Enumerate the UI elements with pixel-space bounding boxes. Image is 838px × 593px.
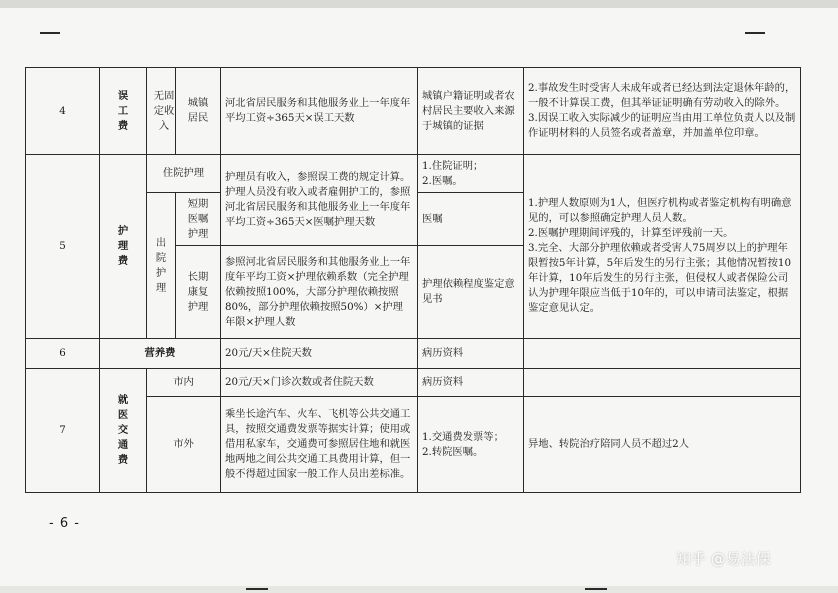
- sub-category: 短期医嘱护理: [176, 193, 221, 246]
- binding-mark-bottom-right: [585, 588, 607, 590]
- row-number: 7: [26, 369, 100, 493]
- table-row-5a: [26, 155, 801, 193]
- evidence: 病历资料: [418, 369, 524, 397]
- watermark: 知乎 @易法保: [676, 550, 771, 568]
- sub-category: 长期康复护理: [176, 246, 221, 339]
- sub-category: 住院护理: [147, 155, 221, 193]
- notes: 1.护理人数原则为1人，但医疗机构或者鉴定机构有明确意见的，可以参照确定护理人员人数。 2.医嘱护理期间评残的，计算至评残前一天。 3.完全、大部分护理依赖或者受害人75周岁以上的护理年限暂按5年计算，5年后发生的另行主张；其他情况暂按10年计算，10年后发生的另行主张，但侵权人或者保险公司认为护理年限应当低于10年的，可以申请司法鉴定，根据鉴定意见认定。: [524, 155, 801, 339]
- binding-mark-top-left: [40, 32, 60, 34]
- calc-standard: 护理员有收入，参照误工费的规定计算。护理人员没有收入或者雇佣护工的，参照河北省居民服务和其他服务业上一年度年平均工资÷365天×医嘱护理天数: [221, 155, 418, 246]
- sub-category: 出院护理: [147, 193, 176, 339]
- table-row-6: [26, 339, 801, 369]
- sub-category: 市内: [147, 369, 221, 397]
- scan-edge-bottom: [0, 586, 838, 593]
- table-row-7a: [26, 369, 801, 397]
- binding-mark-bottom-left: [246, 588, 268, 590]
- calc-standard: 20元/天×住院天数: [221, 339, 418, 369]
- evidence: 1.交通费发票等； 2.转院医嘱。: [418, 397, 524, 493]
- sub-category: 市外: [147, 397, 221, 493]
- item-name: 营养费: [100, 339, 221, 369]
- notes: [524, 339, 801, 369]
- calc-standard: 河北省居民服务和其他服务业上一年度年平均工资÷365天×误工天数: [221, 68, 418, 155]
- calc-standard: 20元/天×门诊次数或者住院天数: [221, 369, 418, 397]
- binding-mark-top-right: [745, 32, 765, 34]
- notes: 2.事故发生时受害人未成年或者已经达到法定退休年龄的，一般不计算误工费，但其举证证明确有劳动收入的除外。 3.因误工收入实际减少的证明应当由用工单位负责人以及制作证明材料的人员签名或者盖章，并加盖单位印章。: [524, 68, 801, 155]
- row-number: 5: [26, 155, 100, 339]
- scan-edge-top: [0, 0, 838, 8]
- evidence: 城镇户籍证明或者农村居民主要收入来源于城镇的证据: [418, 68, 524, 155]
- table-row-4: [26, 68, 801, 155]
- sub-category: 城镇居民: [176, 68, 221, 155]
- item-name: 就医交通费: [100, 369, 147, 493]
- item-name: 护理费: [100, 155, 147, 339]
- sub-category: 无固定收入: [147, 68, 176, 155]
- item-name: 误工费: [100, 68, 147, 155]
- notes: [524, 369, 801, 397]
- compensation-standards-table: [25, 67, 801, 493]
- page-number: - 6 -: [49, 516, 80, 531]
- calc-standard: 参照河北省居民服务和其他服务业上一年度年平均工资×护理依赖系数（完全护理依赖按照100%，大部分护理依赖按照80%，部分护理依赖按照50%）×护理年限×护理人数: [221, 246, 418, 339]
- evidence: 病历资料: [418, 339, 524, 369]
- evidence: 医嘱: [418, 193, 524, 246]
- calc-standard: 乘坐长途汽车、火车、飞机等公共交通工具，按照交通费发票等据实计算；使用或借用私家车，交通费可参照居住地和就医地两地之间公共交通工具费用计算，但一般不得超过国家一般工作人员出差标准。: [221, 397, 418, 493]
- evidence: 1.住院证明； 2.医嘱。: [418, 155, 524, 193]
- row-number: 4: [26, 68, 100, 155]
- notes: 异地、转院治疗陪同人员不超过2人: [524, 397, 801, 493]
- evidence: 护理依赖程度鉴定意见书: [418, 246, 524, 339]
- row-number: 6: [26, 339, 100, 369]
